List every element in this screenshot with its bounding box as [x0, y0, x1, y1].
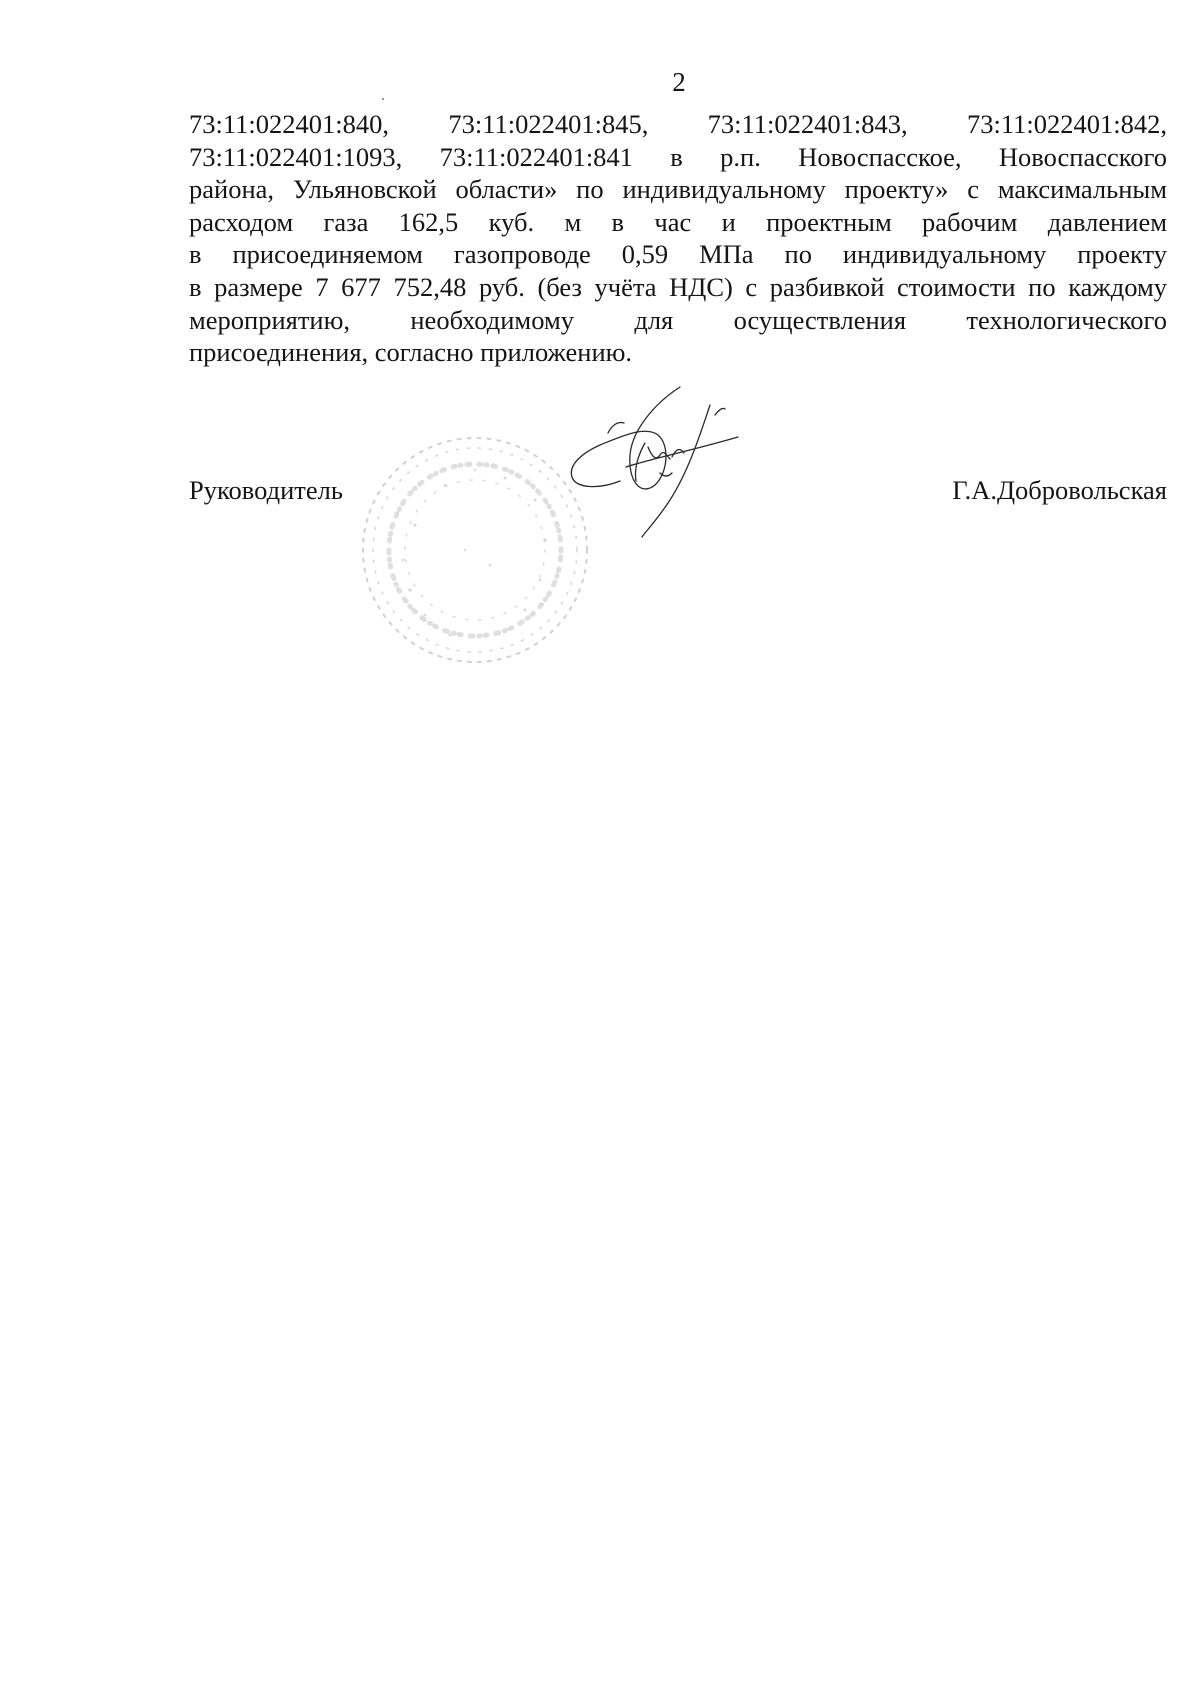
paragraph-line: в присоединяемом газопроводе 0,59 МПа по индивидуальному проекту	[189, 239, 1167, 270]
paragraph-line: мероприятию, необходимому для осуществления технологического	[189, 304, 1167, 335]
paragraph-line: присоединения, согласно приложению.	[189, 337, 633, 368]
body-paragraph	[189, 108, 1167, 369]
handwritten-signature	[560, 385, 750, 545]
signature-block	[189, 472, 1167, 508]
signatory-name: Г.А.Добровольская	[952, 475, 1167, 505]
paragraph-line: расходом газа 162,5 куб. м в час и проектным рабочим давлением	[189, 206, 1167, 237]
signatory-title: Руководитель	[189, 475, 343, 505]
paragraph-line: в размере 7 677 752,48 руб. (без учёта НДС) с разбивкой стоимости по каждому	[189, 271, 1167, 302]
paragraph-line: 73:11:022401:840, 73:11:022401:845, 73:11:022401:843, 73:11:022401:842,	[189, 109, 1167, 139]
page-number: 2	[672, 67, 686, 97]
paragraph-line: района, Ульяновской области» по индивидуальному проекту» с максимальным	[189, 174, 1167, 205]
paragraph-line: 73:11:022401:1093, 73:11:022401:841 в р.п. Новоспасское, Новоспасского	[189, 141, 1167, 172]
scan-speck	[382, 98, 384, 100]
official-stamp	[355, 430, 595, 670]
